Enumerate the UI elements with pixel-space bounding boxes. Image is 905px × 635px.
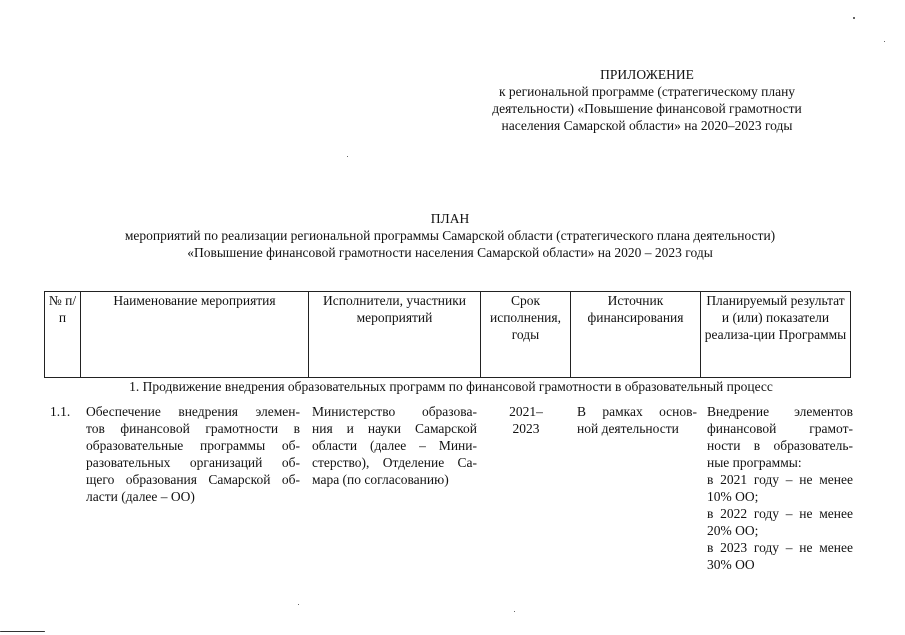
result-line: в 2023 году – не менее <box>707 540 853 555</box>
executors-line: стерство), Отделение Са- <box>312 455 477 470</box>
result-line: ные программы: <box>707 455 802 470</box>
row-term <box>481 403 571 437</box>
row-result <box>707 403 853 573</box>
source-line: В рамках основ- <box>577 404 697 419</box>
scan-speck <box>853 17 855 19</box>
result-line: 10% ОО; <box>707 489 759 504</box>
row-activity-name <box>86 403 300 505</box>
scan-speck <box>884 41 885 42</box>
appendix-line: деятельности) «Повышение финансовой грамотности <box>492 101 802 116</box>
section-title: 1. Продвижение внедрения образовательных программ по финансовой грамотности в образовательный процесс <box>129 379 773 394</box>
activity-line: щего образования Самарской об- <box>86 472 300 487</box>
result-line: Внедрение элементов <box>707 404 853 419</box>
scan-speck <box>347 156 348 157</box>
plan-header <box>40 210 860 261</box>
header-executors: Исполнители, участники мероприятий <box>309 292 481 378</box>
row-number: 1.1. <box>50 404 71 419</box>
executors-line: области (далее – Мини- <box>312 438 477 453</box>
executors-line: мара (по согласованию) <box>312 472 449 487</box>
header-name: Наименование мероприятия <box>81 292 309 378</box>
activity-line: ласти (далее – ОО) <box>86 489 195 504</box>
appendix-line: к региональной программе (стратегическому плану <box>498 84 796 99</box>
appendix-title: ПРИЛОЖЕНИЕ <box>600 67 694 82</box>
plan-subtitle-line: «Повышение финансовой грамотности населения Самарской области» на 2020 – 2023 годы <box>187 245 713 260</box>
scan-speck <box>514 611 515 612</box>
result-line: в 2022 году – не менее <box>707 506 853 521</box>
header-result: Планируемый результат и (или) показатели реализа-ции Программы <box>701 292 851 378</box>
plan-subtitle-line: мероприятий по реализации региональной программы Самарской области (стратегического плана деятельности) <box>124 228 776 243</box>
header-term: Срок исполнения, годы <box>481 292 571 378</box>
activity-line: Обеспечение внедрения элемен- <box>86 404 300 419</box>
plan-table-header <box>44 291 851 378</box>
appendix-block <box>462 66 832 134</box>
activity-line: тов финансовой грамотности в <box>86 421 300 436</box>
term-line: 2023 <box>512 421 540 436</box>
plan-title: ПЛАН <box>430 211 470 226</box>
result-line: ности в образователь- <box>707 438 853 453</box>
result-line: в 2021 году – не менее <box>707 472 853 487</box>
header-source: Источник финансирования <box>571 292 701 378</box>
activity-line: разовательных организаций об- <box>86 455 300 470</box>
term-line: 2021– <box>509 404 543 419</box>
header-number: № п/п <box>45 292 81 378</box>
executors-line: Министерство образова- <box>312 404 477 419</box>
result-line: 30% ОО <box>707 557 755 572</box>
row-executors <box>312 403 477 488</box>
scan-speck <box>298 604 299 605</box>
activity-line: образовательные программы об- <box>86 438 300 453</box>
row-source <box>577 403 697 437</box>
scan-edge <box>0 631 45 632</box>
executors-line: ния и науки Самарской <box>312 421 477 436</box>
result-line: 20% ОО; <box>707 523 759 538</box>
appendix-line: населения Самарской области» на 2020–2023 годы <box>501 118 793 133</box>
result-line: финансовой грамот- <box>707 421 853 436</box>
source-line: ной деятельности <box>577 421 679 436</box>
